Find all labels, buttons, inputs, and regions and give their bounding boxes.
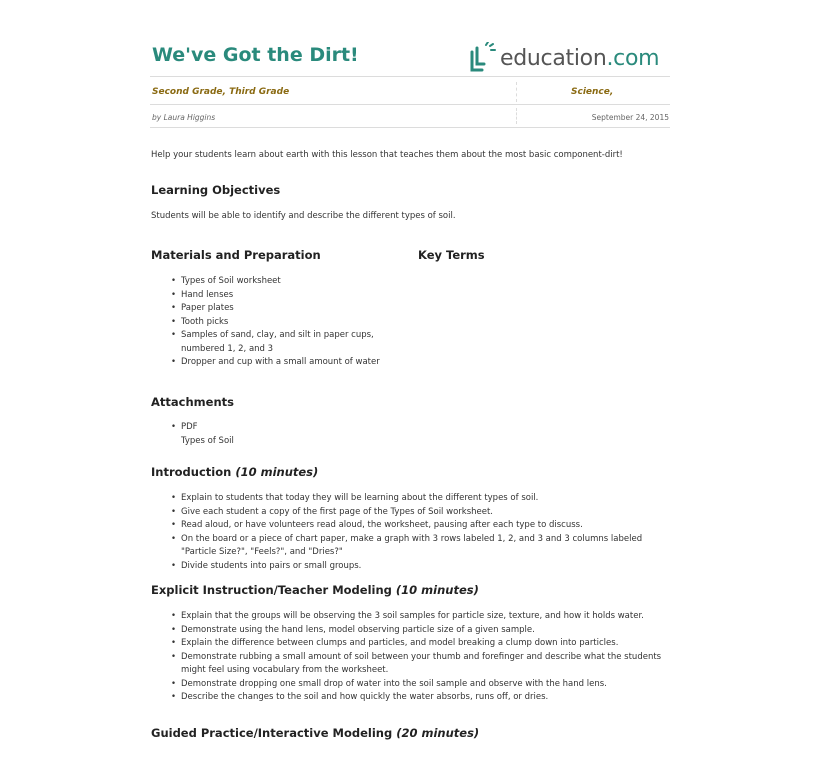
list-item: • Paper plates	[169, 302, 401, 316]
meta-divider-bottom	[150, 104, 670, 105]
book-icon	[468, 42, 498, 74]
list-item: • Hand lenses	[169, 289, 401, 303]
guided-practice-heading	[151, 726, 479, 740]
logo-prefix: education	[500, 45, 607, 71]
list-item: • Tooth picks	[169, 316, 401, 330]
attachments-list	[169, 421, 369, 448]
attachments-heading: Attachments	[151, 395, 234, 409]
introduction-title: Introduction	[151, 465, 232, 479]
lesson-summary: Help your students learn about earth with this lesson that teaches them about the most basic component-dirt!	[151, 150, 623, 160]
publish-date: September 24, 2015	[591, 113, 669, 122]
author-divider	[516, 108, 517, 124]
list-item: • Demonstrate dropping one small drop of water into the soil sample and observe with the hand lens.	[169, 678, 664, 692]
meta-divider	[516, 82, 517, 102]
grade-level: Second Grade, Third Grade	[152, 87, 290, 97]
list-item: • On the board or a piece of chart paper, make a graph with 3 rows labeled 1, 2, and 3 and 3 columns labeled "Particle Size?", "Feels?", and "Dries?"	[169, 533, 659, 560]
materials-list	[169, 275, 401, 370]
list-item: • Explain to students that today they will be learning about the different types of soil.	[169, 492, 659, 506]
introduction-duration: (10 minutes)	[235, 465, 319, 479]
list-item: • Dropper and cup with a small amount of water	[169, 356, 401, 370]
introduction-list	[169, 492, 659, 573]
list-item: • Demonstrate rubbing a small amount of soil between your thumb and forefinger and describe what the students might feel using vocabulary from the worksheet.	[169, 651, 664, 678]
header-divider	[150, 76, 670, 77]
list-item: • Describe the changes to the soil and how quickly the water absorbs, runs off, or dries.	[169, 691, 664, 705]
list-item: • Divide students into pairs or small groups.	[169, 560, 659, 574]
materials-heading: Materials and Preparation	[151, 248, 321, 262]
lesson-title: We've Got the Dirt!	[152, 44, 359, 66]
list-item: • Demonstrate using the hand lens, model observing particle size of a given sample.	[169, 624, 664, 638]
subject-label: Science,	[571, 87, 614, 97]
attachment-type: • PDF	[169, 421, 369, 435]
list-item: • Explain that the groups will be observing the 3 soil samples for particle size, texture, and how it holds water.	[169, 610, 664, 624]
guided-practice-title: Guided Practice/Interactive Modeling	[151, 726, 393, 740]
author-byline: by Laura Higgins	[152, 113, 216, 122]
author-divider-bottom	[150, 127, 670, 128]
logo-wordmark	[500, 46, 659, 71]
list-item: • Give each student a copy of the first page of the Types of Soil worksheet.	[169, 506, 659, 520]
list-item: • Types of Soil worksheet	[169, 275, 401, 289]
guided-practice-duration: (20 minutes)	[396, 726, 480, 740]
introduction-heading	[151, 465, 318, 479]
attachment-link[interactable]: Types of Soil	[181, 435, 234, 446]
explicit-instruction-list	[169, 610, 664, 705]
key-terms-heading: Key Terms	[418, 248, 485, 262]
list-item: • Samples of sand, clay, and silt in paper cups, numbered 1, 2, and 3	[169, 329, 401, 356]
education-logo[interactable]	[468, 42, 659, 74]
learning-objectives-text: Students will be able to identify and describe the different types of soil.	[151, 211, 456, 221]
explicit-instruction-duration: (10 minutes)	[395, 583, 479, 597]
explicit-instruction-heading	[151, 583, 479, 597]
learning-objectives-heading: Learning Objectives	[151, 183, 281, 197]
logo-suffix: .com	[606, 45, 660, 71]
list-item: • Explain the difference between clumps and particles, and model breaking a clump down into particles.	[169, 637, 664, 651]
explicit-instruction-title: Explicit Instruction/Teacher Modeling	[151, 583, 392, 597]
list-item: • Read aloud, or have volunteers read aloud, the worksheet, pausing after each type to discuss.	[169, 519, 659, 533]
